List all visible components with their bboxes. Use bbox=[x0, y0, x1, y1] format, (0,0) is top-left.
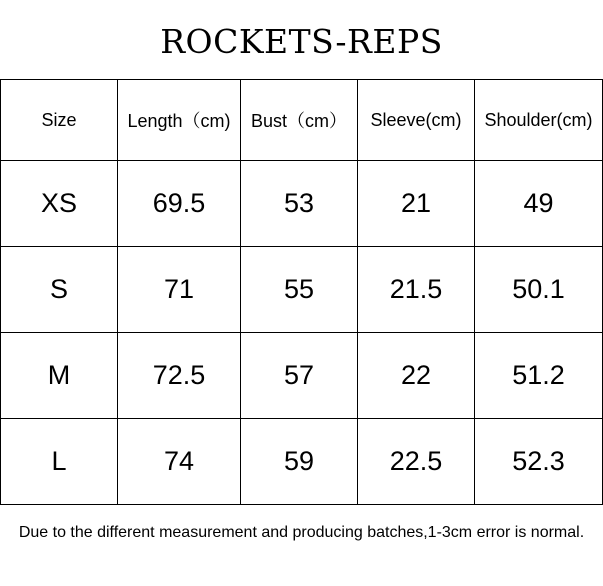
cell-sleeve: 22 bbox=[358, 333, 475, 419]
cell-shoulder: 52.3 bbox=[475, 419, 603, 505]
cell-sleeve: 21 bbox=[358, 161, 475, 247]
table-header-row bbox=[1, 80, 603, 161]
cell-length: 71 bbox=[118, 247, 241, 333]
cell-length: 72.5 bbox=[118, 333, 241, 419]
size-chart-table bbox=[0, 79, 603, 505]
table-row bbox=[1, 333, 603, 419]
header-length: Length（cm) bbox=[118, 80, 241, 161]
cell-length: 74 bbox=[118, 419, 241, 505]
cell-length: 69.5 bbox=[118, 161, 241, 247]
page-title: ROCKETS-REPS bbox=[160, 22, 443, 61]
cell-shoulder: 49 bbox=[475, 161, 603, 247]
header-sleeve: Sleeve(cm) bbox=[358, 80, 475, 161]
table-row bbox=[1, 161, 603, 247]
cell-size: S bbox=[1, 247, 118, 333]
header-size: Size bbox=[1, 80, 118, 161]
cell-bust: 59 bbox=[241, 419, 358, 505]
header-shoulder: Shoulder(cm) bbox=[475, 80, 603, 161]
header-bust: Bust（cm） bbox=[241, 80, 358, 161]
cell-sleeve: 22.5 bbox=[358, 419, 475, 505]
cell-bust: 55 bbox=[241, 247, 358, 333]
cell-size: L bbox=[1, 419, 118, 505]
cell-bust: 53 bbox=[241, 161, 358, 247]
measurement-note: Due to the different measurement and producing batches,1-3cm error is normal. bbox=[18, 524, 585, 541]
cell-size: M bbox=[1, 333, 118, 419]
cell-sleeve: 21.5 bbox=[358, 247, 475, 333]
table-row bbox=[1, 247, 603, 333]
table-row bbox=[1, 419, 603, 505]
cell-size: XS bbox=[1, 161, 118, 247]
cell-bust: 57 bbox=[241, 333, 358, 419]
cell-shoulder: 50.1 bbox=[475, 247, 603, 333]
cell-shoulder: 51.2 bbox=[475, 333, 603, 419]
